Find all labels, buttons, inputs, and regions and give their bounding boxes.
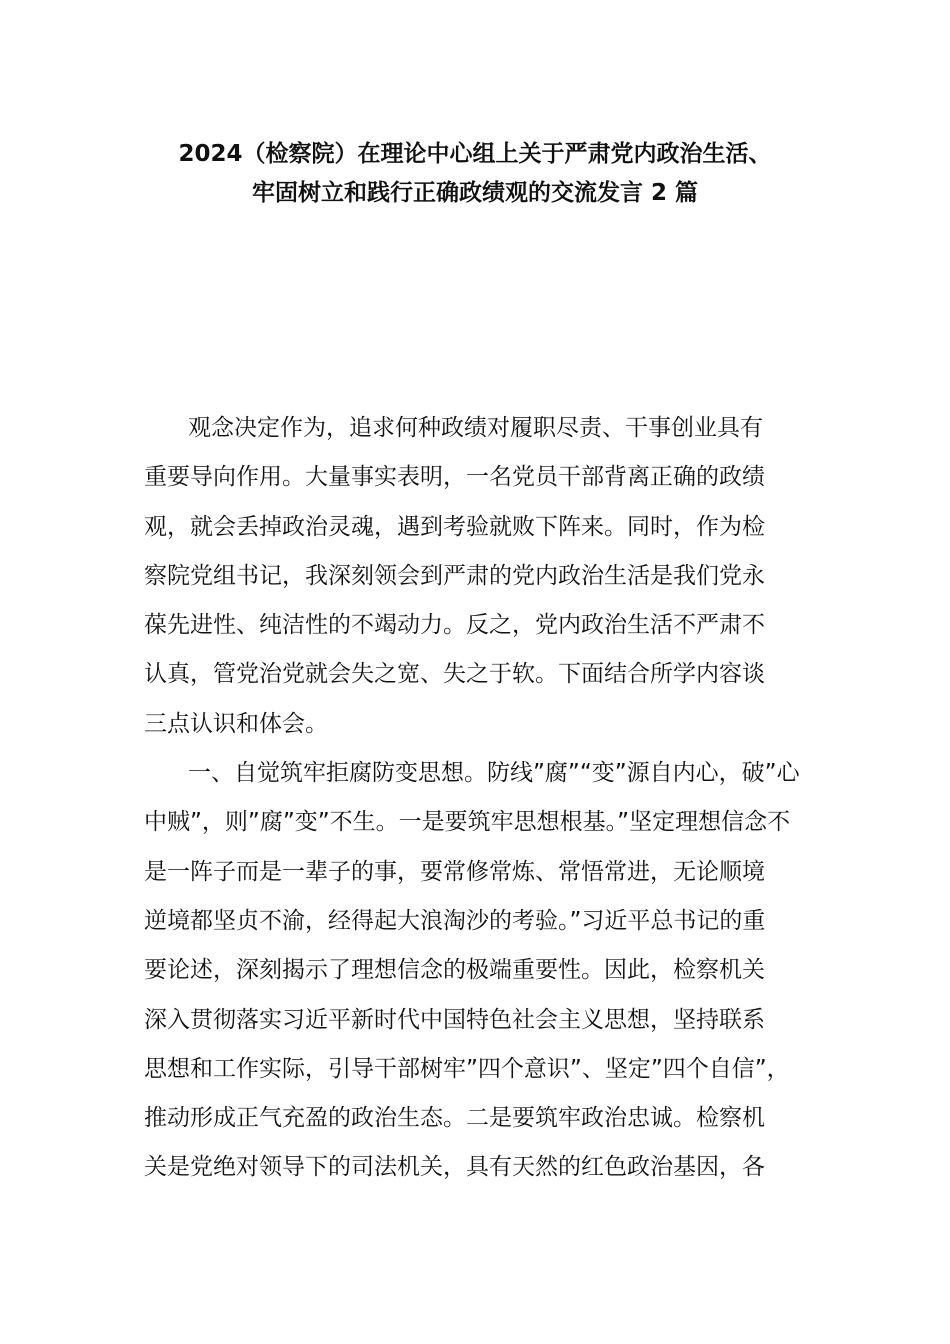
paragraph-2-line-2: 中贼”，则”腐”变”不生。一是要筑牢思想根基。”坚定理想信念不 bbox=[144, 809, 791, 836]
paragraph-1-line-6: 认真，管党治党就会失之宽、失之于软。下面结合所学内容谈 bbox=[144, 661, 765, 688]
paragraph-2-line-8: 推动形成正气充盈的政治生态。二是要筑牢政治忠诚。检察机 bbox=[144, 1105, 765, 1132]
paragraph-1-line-2: 重要导向作用。大量事实表明，一名党员干部背离正确的政绩 bbox=[144, 464, 765, 491]
paragraph-1-line-3: 观，就会丢掉政治灵魂，遇到考验就败下阵来。同时，作为检 bbox=[144, 513, 765, 540]
title-line-1: 2024（检察院）在理论中心组上关于严肃党内政治生活、 bbox=[178, 141, 772, 167]
paragraph-2-line-5: 要论述，深刻揭示了理想信念的极端重要性。因此，检察机关 bbox=[144, 957, 765, 984]
paragraph-2-line-7: 思想和工作实际，引导干部树牢”四个意识”、坚定”四个自信”， bbox=[144, 1055, 790, 1082]
paragraph-1-line-5: 葆先进性、纯洁性的不竭动力。反之，党内政治生活不严肃不 bbox=[144, 612, 765, 639]
paragraph-2-line-1: 一、自觉筑牢拒腐防变思想。防线”腐”“变”源自内心，破”心 bbox=[188, 760, 800, 787]
document-title bbox=[60, 135, 890, 213]
paragraph-2-line-6: 深入贯彻落实习近平新时代中国特色社会主义思想，坚持联系 bbox=[144, 1006, 765, 1033]
title-line-2: 牢固树立和践行正确政绩观的交流发言 2 篇 bbox=[251, 180, 699, 206]
paragraph-1-line-7: 三点认识和体会。 bbox=[144, 710, 328, 737]
paragraph-2-line-9: 关是党绝对领导下的司法机关，具有天然的红色政治基因，各 bbox=[144, 1154, 765, 1181]
document-body bbox=[144, 404, 812, 1193]
paragraph-1-line-4: 察院党组书记，我深刻领会到严肃的党内政治生活是我们党永 bbox=[144, 562, 765, 589]
paragraph-1-line-1: 观念决定作为，追求何种政绩对履职尽责、干事创业具有 bbox=[188, 415, 763, 441]
paragraph-2-line-4: 逆境都坚贞不渝，经得起大浪淘沙的考验。”习近平总书记的重 bbox=[144, 907, 766, 934]
paragraph-2-line-3: 是一阵子而是一辈子的事，要常修常炼、常悟常进，无论顺境 bbox=[144, 858, 765, 885]
